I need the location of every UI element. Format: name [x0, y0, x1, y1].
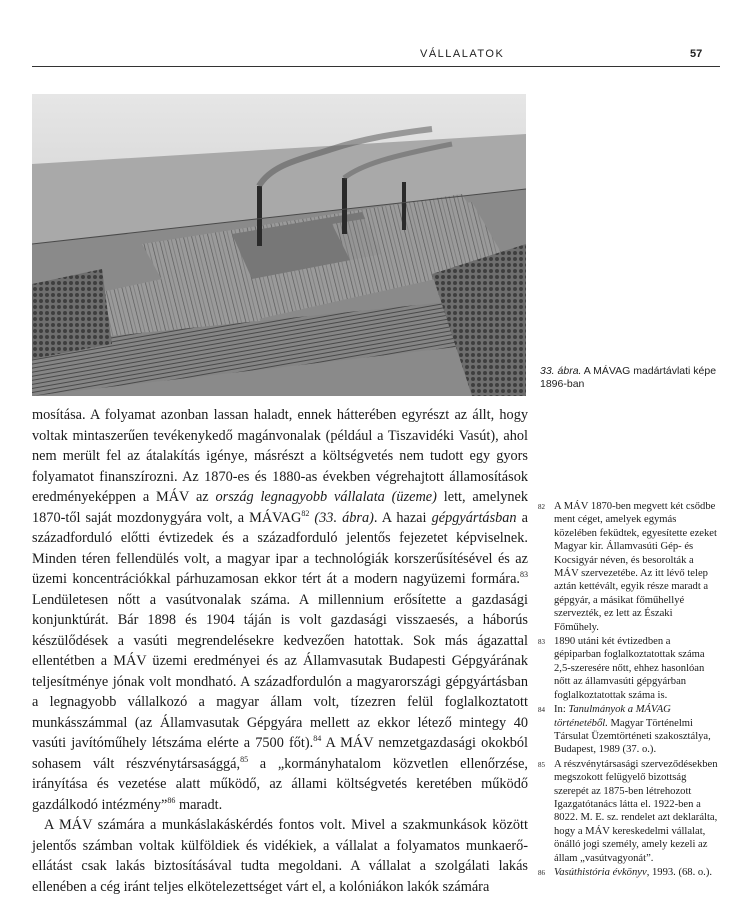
page-number: 57 — [690, 48, 703, 60]
footnote: 83 1890 utáni két évtizedben a gépiparban foglalkoztatottak száma 2,5-szeresére nőtt, ehhez hasonlóan nőtt az államvasúti gépgyárban foglalkoztatottak száma is. — [538, 636, 705, 701]
figure-caption-text: A MÁVAG madártávlati képe 1896-ban — [540, 365, 717, 390]
figure-caption-number: 33. ábra. — [540, 365, 582, 377]
footnotes — [538, 500, 720, 879]
footnote: 86 Vasúthistória évkönyv, 1993. (68. o.). — [538, 866, 713, 878]
factory-aerial-illustration — [32, 94, 526, 396]
body-paragraph-1: mosítása. A folyamat azonban lassan haladt, ennek hátterében egyrészt az állt, hogy voltak mintaszerűen tevékenykedő magánvonalak (például a Tiszavidéki Vasút), ahol nem merült fel az átalakítás igénye, másrészt a költségvetés nem tudott egy gyors folyamatot finanszírozni. Az 1870-es és 1880-as években végrehajtott államosítások eredményeképpen a MÁV az ország legnagyobb vállalata (üzeme) lett, amelynek 1870-től saját mozdonygyára volt, a MÁVAG$^{82}$ (33. ábra). A hazai gépgyártásban a századforduló előtti évtizedek és a századforduló jelentős fejezetet képviselnek. Minden téren fellendülés volt, a magyar ipar a technológiák korszerűsítésével és az üzemi koncentrációkkal párhuzamosan ekkor tért át a modern nagyüzemi formára.$^{83}$ Lendületesen nőtt a vasútvonalak száma. A millennium erősítette a gazdasági konjunktúrát. Bár 1898 és 1904 táján is volt gazdasági visszaesés, a háborús készülődések a vasúti megrendelésekre kedvezően hatottak. Sok más ágazattal ellentétben a MÁV üzemi eredményei és az Államvasutak Budapesti Gépgyárának teljesítménye jónak volt mondható. A századfordulón a magyarországi gépgyártásban a legnagyobb vállalkozó a magyar állam volt, tízezren felül foglalkoztatott munkásszámmal (az Államvasutak Gépgyára mellett az ekkor létező mintegy 40 vasúti javítóműhely létszáma elérte a 7500 főt).$^{84}$ A MÁV nemzetgazdasági okokból sohasem vált részvénytársasággá,$^{85}$ a „kormányhatalom közvetlen ellenőrzése, irányítása és vezetése alatt működő, az állami költségvetés keretében működő gazdálkodó intézmény”$^{86}$ maradt. — [32, 407, 529, 813]
figure-caption — [540, 365, 720, 391]
footnote-ref-84: 84 — [313, 734, 322, 744]
footnote-ref-85: 85 — [240, 754, 249, 764]
footnote: 85 A részvénytársasági szerveződésekben megszokott felügyelő bizottság szerepét az 1875-ben létrehozott Igazgatótanács látta el. 1922-ben a 8022. M. E. sz. rendelet azt deklarálta, hogy a MÁV kereskedelmi vállalat, önálló jogi személy, amely kezeli az állam „vasútvagyonát”. — [538, 758, 718, 864]
body-paragraph-2: A MÁV számára a munkáslakáskérdés fontos volt. Mivel a szakmunkások között jelentős számban voltak külföldiek és vidékiek, a vállalat a folyamatos munkaerő-ellátást csak lakás biztosításával tudta megoldani. A vállalat a szolgálati lakás ellenében a cég iránt teljes elkötelezettséget várt el, a kolóniákon lakók számára — [32, 817, 528, 895]
footnote: 84 In: Tanulmányok a MÁVAG történetéből. Magyar Történelmi Társulat Üzemtörténeti szakosztálya, Budapest, 1989 (37. o.). — [538, 704, 711, 756]
footnote-ref-82: 82 — [301, 508, 310, 518]
figure-mavag-aerial-view — [32, 94, 526, 396]
running-header-section: VÁLLALATOK — [420, 48, 505, 60]
footnote-ref-86: 86 — [167, 795, 176, 805]
header-rule — [32, 66, 720, 67]
footnote-ref-83: 83 — [520, 570, 528, 580]
footnote: 82 A MÁV 1870-ben megvett két csődbe ment céget, amelyek egymás közelében feküdtek, egyesítette ezeket Magyar kir. Államvasúti Gép- és Kocsigyár néven, és besorolták a MÁV szervezetébe. Az itt lévő telep aztán kettévált, egyik része maradt a gépgyár, a másikat főműhellyé szervezték, ez lett az Északi Főműhely. — [538, 501, 717, 633]
main-text — [32, 405, 528, 897]
